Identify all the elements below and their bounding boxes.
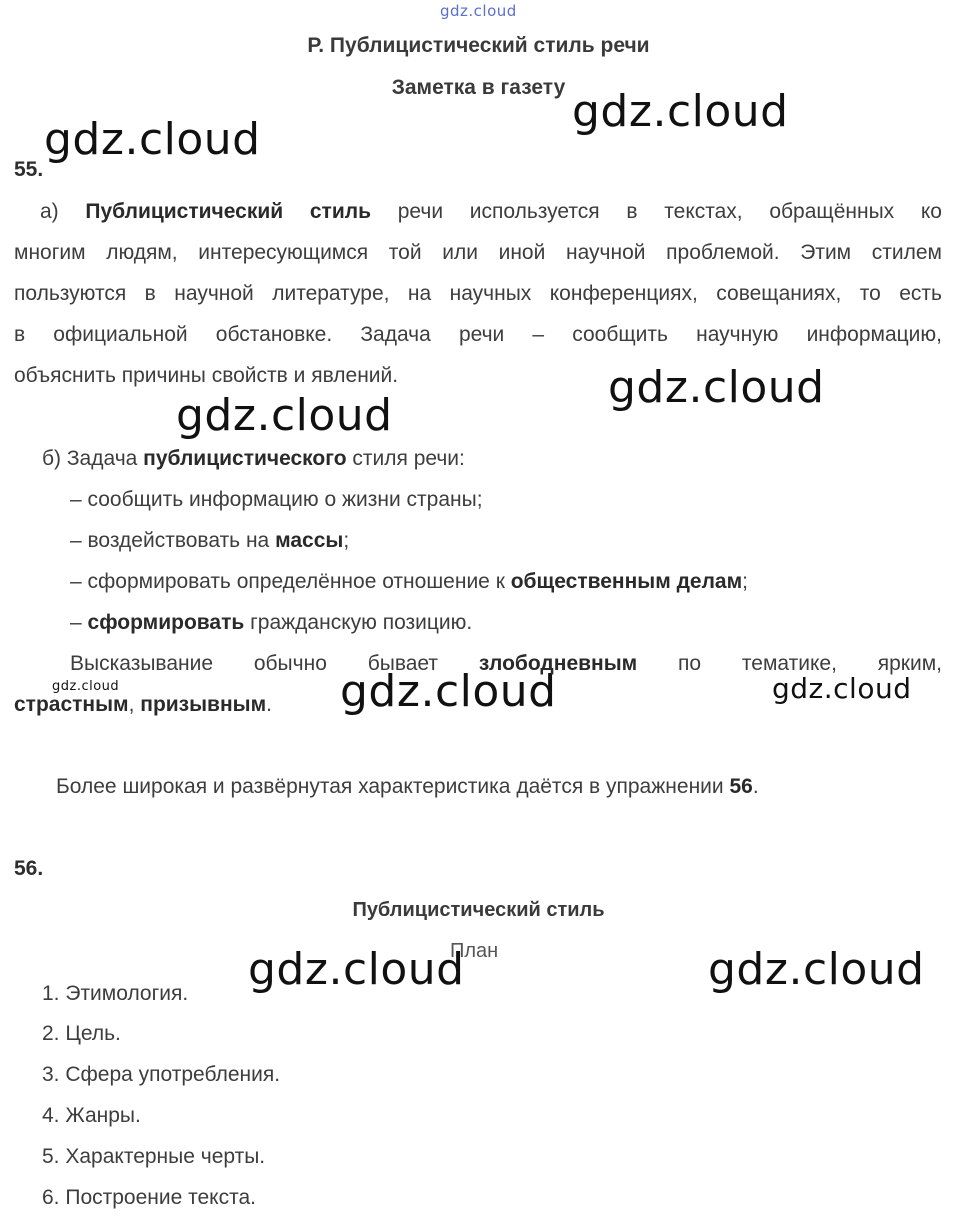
plan-item: 5. Характерные черты. xyxy=(42,1145,266,1168)
plan-item: 2. Цель. xyxy=(42,1022,121,1045)
text-span: . xyxy=(752,775,759,798)
watermark: gdz.cloud xyxy=(572,86,789,137)
paragraph-b-intro xyxy=(42,447,465,471)
bold-term: призывным xyxy=(140,693,267,716)
text-span: Более широкая и развёрнутая характеристика даётся в упражнении xyxy=(56,775,730,798)
bold-term: сформировать xyxy=(87,611,245,634)
bold-term: публицистического xyxy=(143,447,347,470)
text-span: , xyxy=(128,693,141,716)
paragraph-a-line-2: многим людям, интересующимся той или иной научной проблемой. Этим стилем xyxy=(14,241,942,264)
text-span: гражданскую позицию. xyxy=(244,611,473,634)
bold-term: общественным делам xyxy=(510,570,743,593)
text-span: ; xyxy=(742,570,748,593)
list-item: – сообщить информацию о жизни страны; xyxy=(70,488,483,511)
text-span: ; xyxy=(343,529,350,552)
plan-item: 6. Построение текста. xyxy=(42,1186,256,1209)
text-span: а) xyxy=(40,200,86,223)
bold-term: 56 xyxy=(729,775,753,798)
text-span: – воздействовать на xyxy=(70,529,276,552)
reference-note xyxy=(56,775,759,799)
paragraph-a-line-3: пользуются в научной литературе, на научных конференциях, совещаниях, то есть xyxy=(14,282,942,305)
text-span: по тематике, ярким, xyxy=(637,652,942,675)
section-title: Р. Публицистический стиль речи xyxy=(307,34,650,57)
exercise-number-55: 55. xyxy=(14,158,44,181)
text-span: – xyxy=(70,611,88,634)
list-item xyxy=(70,611,472,635)
paragraph-a-line-4: в официальной обстановке. Задача речи – сообщить научную информацию, xyxy=(14,323,942,346)
watermark-top: gdz.cloud xyxy=(440,2,517,20)
text-span: речи используется в текстах, обращённых ко xyxy=(371,200,942,223)
bold-term: злободневным xyxy=(478,652,638,675)
exercise-56-title: Публицистический стиль xyxy=(352,899,605,921)
text-span: б) Задача xyxy=(42,447,144,470)
list-item xyxy=(70,529,349,553)
plan-item: 4. Жанры. xyxy=(42,1104,141,1127)
statement-line-2 xyxy=(14,693,272,717)
statement-line-1 xyxy=(70,652,942,676)
plan-item: 3. Сфера употребления. xyxy=(42,1063,281,1086)
watermark: gdz.cloud xyxy=(248,944,465,995)
watermark: gdz.cloud xyxy=(608,362,825,413)
watermark: gdz.cloud xyxy=(708,944,925,995)
list-item xyxy=(70,570,748,594)
watermark: gdz.cloud xyxy=(44,114,261,165)
text-span: – сформировать определённое отношение к xyxy=(70,570,511,593)
bold-term: массы xyxy=(275,529,344,552)
watermark: gdz.cloud xyxy=(176,390,393,441)
paragraph-a-line-1 xyxy=(40,200,942,224)
watermark: gdz.cloud xyxy=(340,666,557,717)
text-span: Высказывание обычно бывает xyxy=(70,652,479,675)
watermark-small: gdz.cloud xyxy=(52,679,120,694)
paragraph-a-line-5: объяснить причины свойств и явлений. xyxy=(14,364,399,387)
plan-label: План xyxy=(450,940,499,962)
watermark: gdz.cloud xyxy=(772,672,912,705)
text-span: стиля речи: xyxy=(346,447,465,470)
plan-item: 1. Этимология. xyxy=(42,982,189,1005)
section-subtitle: Заметка в газету xyxy=(391,76,566,99)
bold-term: Публицистический стиль xyxy=(85,200,371,223)
text-span: . xyxy=(266,693,272,716)
bold-term: страстным xyxy=(14,693,129,716)
exercise-number-56: 56. xyxy=(14,857,44,880)
